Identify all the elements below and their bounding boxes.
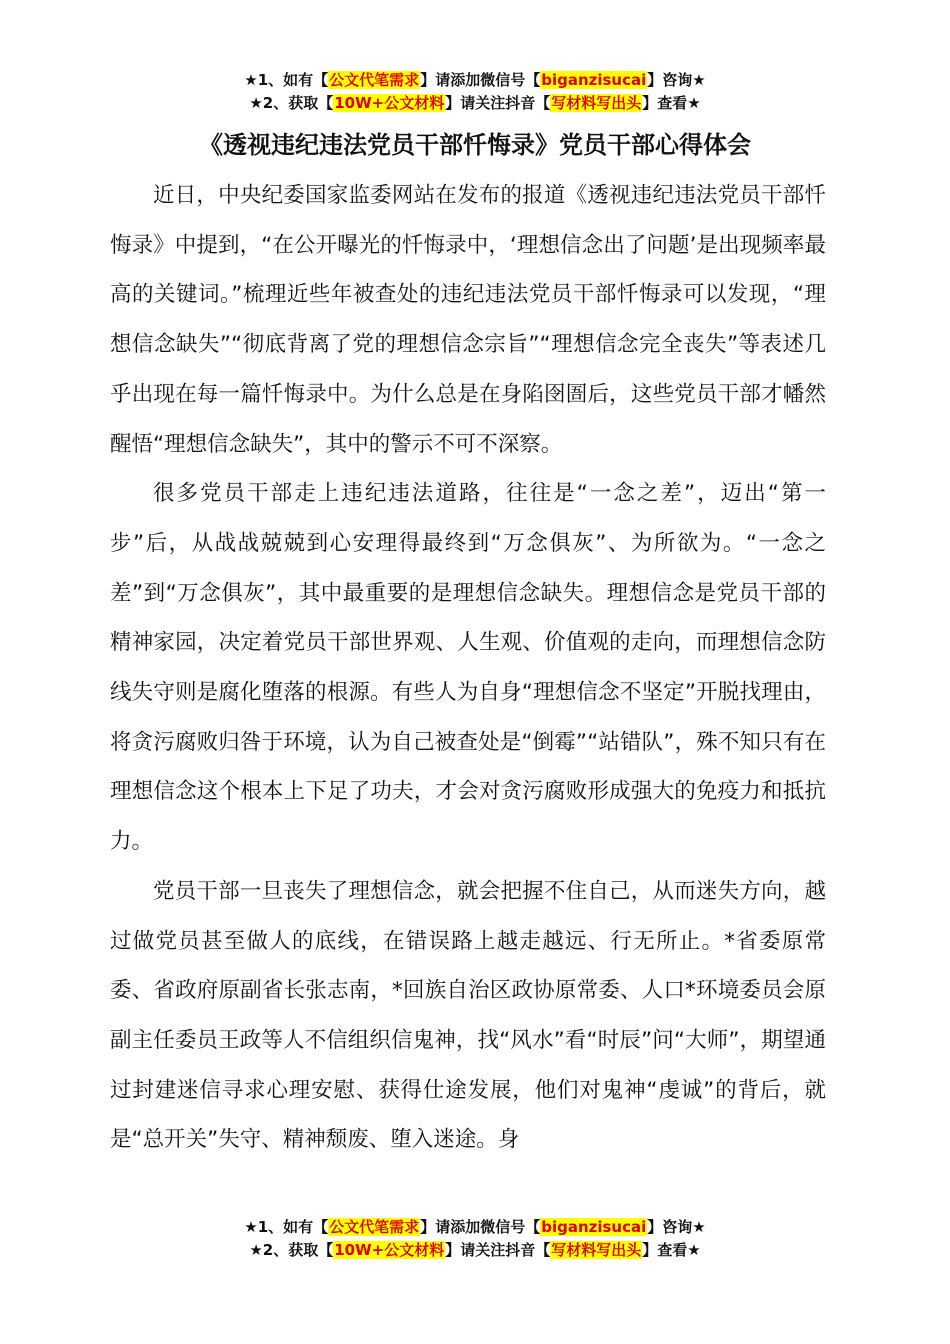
footer-highlight-materials: 10W+公文材料 (334, 1241, 445, 1259)
banner-line-1-suffix: 】咨询★ (647, 71, 706, 89)
banner-line-2-suffix: 】查看★ (642, 94, 701, 112)
banner-highlight-materials: 10W+公文材料 (334, 94, 445, 112)
paragraph-2: 很多党员干部走上违纪违法道路，往往是“一念之差”，迈出“第一步”后，从战战兢兢到心安理得最终到“万念俱灰”、为所欲为。“一念之差”到“万念俱灰”，其中最重要的是理想信念缺失。理想信念是党员干部的精神家园，决定着党员干部世界观、人生观、价值观的走向，而理想信念防线失守则是腐化堕落的根源。有些人为自身“理想信念不坚定”开脱找理由，将贪污腐败归咎于环境，认为自己被查处是“倒霉”“站错队”，殊不知只有在理想信念这个根本上下足了功夫，才会对贪污腐败形成强大的免疫力和抵抗力。 (110, 481, 826, 855)
footer-banner-line-1 (0, 1216, 950, 1239)
footer-highlight-douyin: 写材料写出头 (551, 1241, 642, 1259)
banner-line-1-mid: 】请添加微信号【 (420, 71, 541, 89)
document-body (110, 171, 826, 1165)
banner-line-1 (0, 69, 950, 92)
banner-line-2-mid: 】请关注抖音【 (445, 94, 551, 112)
header-banner (0, 69, 950, 115)
banner-line-1-prefix: ★1、如有【 (244, 71, 329, 89)
footer-line-1-prefix: ★1、如有【 (244, 1218, 329, 1236)
footer-line-2-prefix: ★2、获取【 (249, 1241, 334, 1259)
paragraph-3: 党员干部一旦丧失了理想信念，就会把握不住自己，从而迷失方向，越过做党员甚至做人的底线，在错误路上越走越远、行无所止。*省委原常委、省政府原副省长张志南，*回族自治区政协原常委、人口*环境委员会原副主任委员王政等人不信组织信鬼神，找“风水”看“时辰”问“大师”，期望通过封建迷信寻求心理安慰、获得仕途发展，他们对鬼神“虔诚”的背后，就是“总开关”失守、精神颓废、堕入迷途。身 (110, 878, 826, 1153)
footer-line-2-mid: 】请关注抖音【 (445, 1241, 551, 1259)
document-title: 《透视违纪违法党员干部忏悔录》党员干部心得体会 (199, 131, 751, 159)
banner-highlight-service: 公文代笔需求 (329, 71, 420, 89)
footer-banner-line-2 (0, 1239, 950, 1262)
banner-highlight-douyin: 写材料写出头 (551, 94, 642, 112)
banner-highlight-wechat-id: biganzisucai (541, 71, 647, 89)
footer-highlight-service: 公文代笔需求 (329, 1218, 420, 1236)
footer-line-1-mid: 】请添加微信号【 (420, 1218, 541, 1236)
banner-line-2 (0, 92, 950, 115)
footer-line-2-suffix: 】查看★ (642, 1241, 701, 1259)
footer-banner (0, 1216, 950, 1262)
banner-line-2-prefix: ★2、获取【 (249, 94, 334, 112)
footer-line-1-suffix: 】咨询★ (647, 1218, 706, 1236)
paragraph-1: 近日，中央纪委国家监委网站在发布的报道《透视违纪违法党员干部忏悔录》中提到，“在公开曝光的忏悔录中，‘理想信念出了问题’是出现频率最高的关键词。”梳理近些年被查处的违纪违法党员干部忏悔录可以发现，“理想信念缺失”“彻底背离了党的理想信念宗旨”“理想信念完全丧失”等表述几乎出现在每一篇忏悔录中。为什么总是在身陷囹圄后，这些党员干部才幡然醒悟“理想信念缺失”，其中的警示不可不深察。 (110, 183, 826, 457)
footer-highlight-wechat-id: biganzisucai (541, 1218, 647, 1236)
